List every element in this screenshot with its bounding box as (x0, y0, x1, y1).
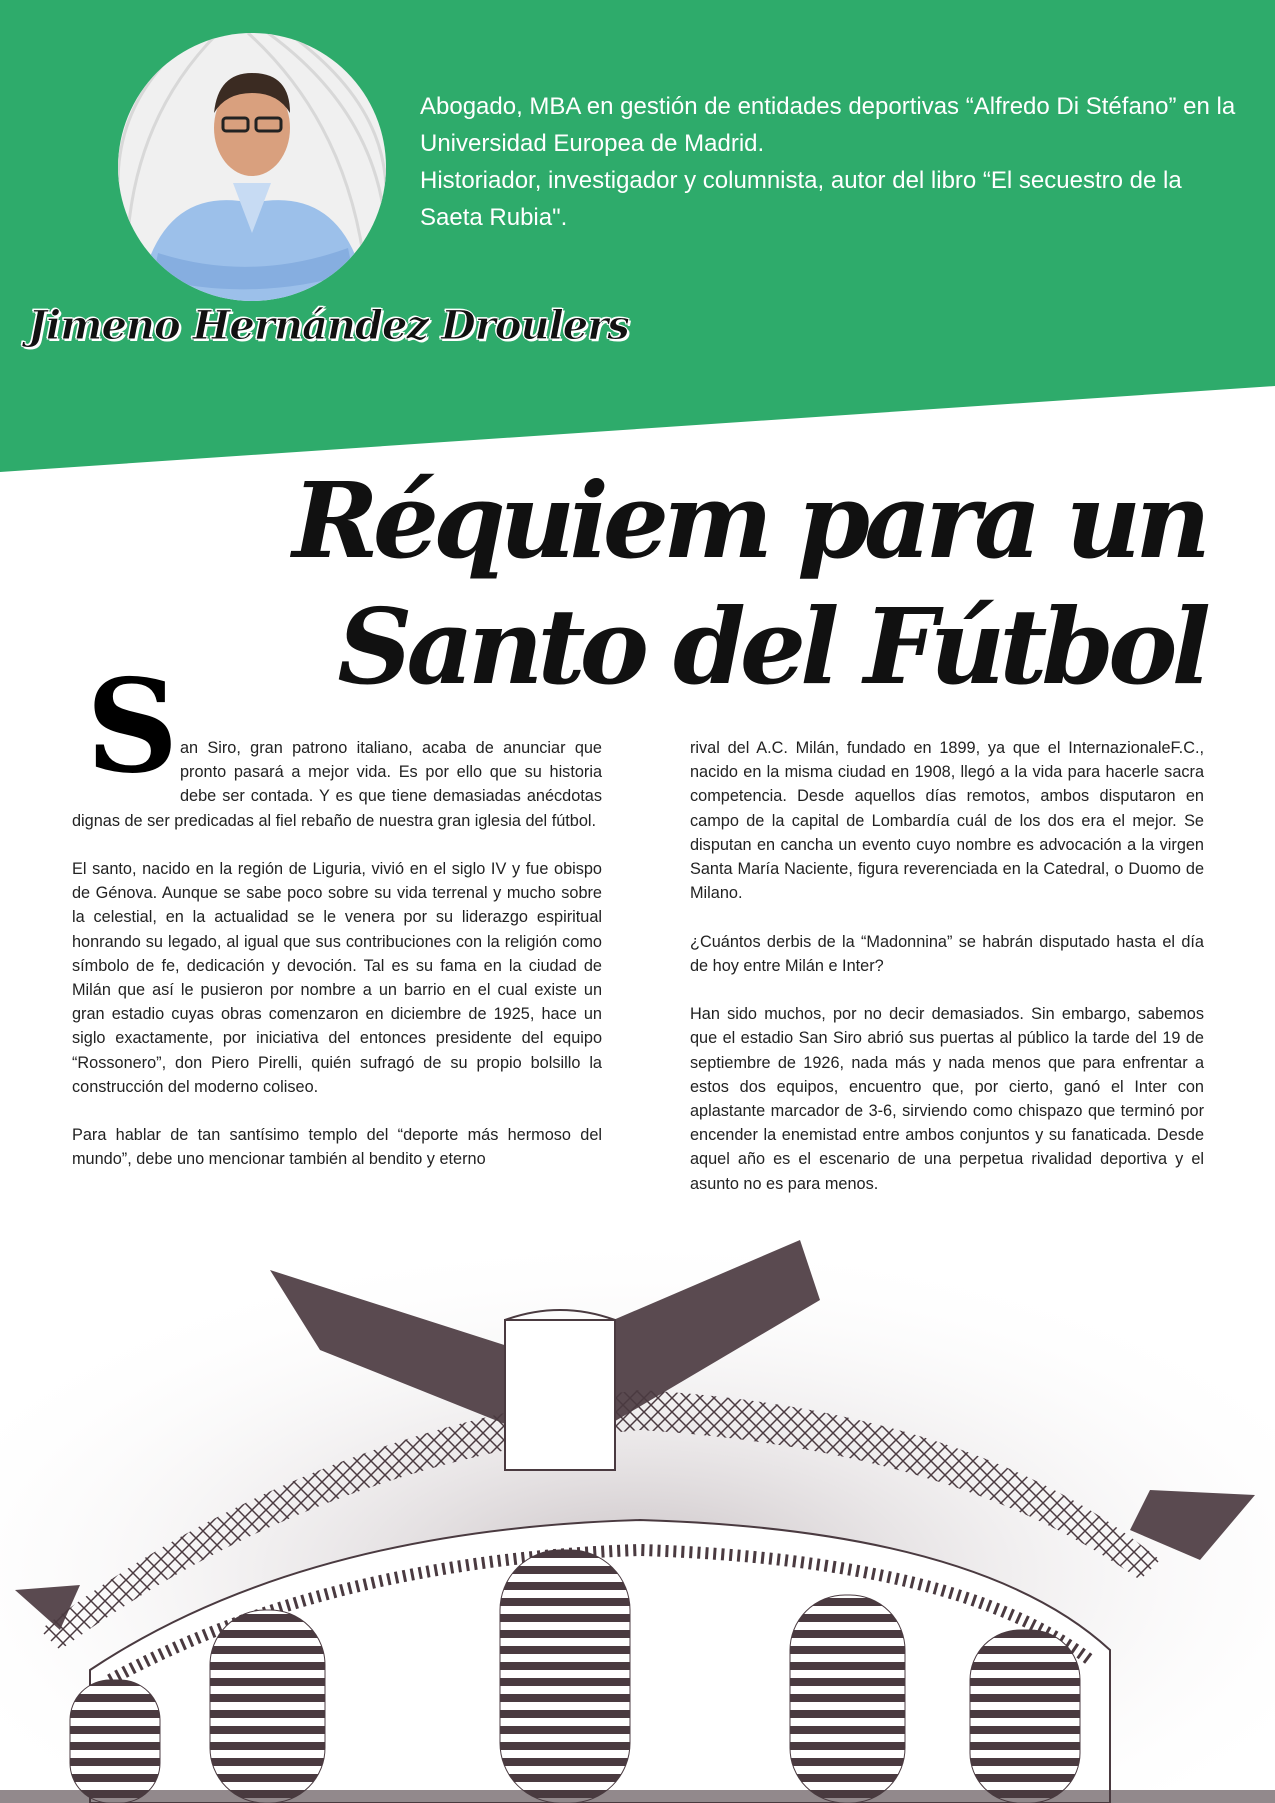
drop-cap-space (72, 736, 180, 808)
title-line-2: Santo del Fútbol (337, 585, 1205, 708)
paragraph-text: an Siro, gran patrono italiano, acaba de anunciar que pronto pasará a mejor vida. Es por ello que su historia debe ser contada. Y es que tiene demasiadas anécdotas dignas de ser predicadas al fiel rebaño de nuestra gran iglesia del fútbol. (72, 739, 602, 830)
paragraph: rival del A.C. Milán, fundado en 1899, ya que el InternazionaleF.C., nacido en la misma ciudad en 1908, llegó a la vida para hacerle sacra competencia. Desde aquellos días remotos, ambos disputaron en campo de la capital de Lombardía cuál de los dos era el mejor. Se disputan en cancha un evento cuyo nombre es advocación a la virgen Santa María Naciente, figura reverenciada en la Catedral, o Duomo de Milano. (690, 739, 1204, 903)
article-column-left (72, 736, 602, 1196)
author-name: Jimeno Hernández Droulers (28, 302, 629, 349)
author-portrait (118, 33, 386, 301)
bio-line: Abogado, MBA en gestión de entidades deportivas “Alfredo Di Stéfano” en la Universidad Europea de Madrid. (420, 93, 1236, 157)
paragraph: ¿Cuántos derbis de la “Madonnina” se habrán disputado hasta el día de hoy entre Milán e Inter? (690, 932, 1204, 975)
article-title (292, 458, 1205, 710)
san-siro-stadium-illustration (0, 1230, 1275, 1803)
article-column-right (690, 736, 1204, 1220)
paragraph: El santo, nacido en la región de Liguria, vivió en el siglo IV y fue obispo de Génova. Aunque se sabe poco sobre su vida terrenal y mucho sobre la celestial, en la actualidad se le venera por su liderazgo espiritual honrando su legado, al igual que sus contribuciones con la religión como símbolo de fe, dedicación y devoción. Tal es su fama en la ciudad de Milán que así le pusieron por nombre a un barrio en el cual existe un gran estadio cuyas obras comenzaron en diciembre de 1925, hace un siglo exactamente, por iniciativa del entonces presidente del equipo “Rossonero”, don Piero Pirelli, quién sufragó de su propio bolsillo la construcción del moderno coliseo. (72, 860, 602, 1096)
paragraph: Han sido muchos, por no decir demasiados. Sin embargo, sabemos que el estadio San Siro abrió sus puertas al público la tarde del 19 de septiembre de 1926, nada más y nada menos que para enfrentar a estos dos equipos, encuentro que, por cierto, ganó el Inter con aplastante marcador de 3-6, sirviendo como chispazo que terminó por encender la enemistad entre ambos conjuntos y su fanaticada. Desde aquel año es el escenario de una perpetua rivalidad deportiva y el asunto no es para menos. (690, 1005, 1204, 1193)
author-bio (420, 88, 1240, 236)
drop-cap: S (86, 652, 179, 802)
paragraph (72, 736, 602, 833)
paragraph: Para hablar de tan santísimo templo del “deporte más hermoso del mundo”, debe uno mencionar también al bendito y eterno (72, 1126, 602, 1169)
title-line-1: Réquiem para un (292, 459, 1205, 582)
bio-line: Historiador, investigador y columnista, autor del libro “El secuestro de la Saeta Rubia". (420, 167, 1182, 231)
